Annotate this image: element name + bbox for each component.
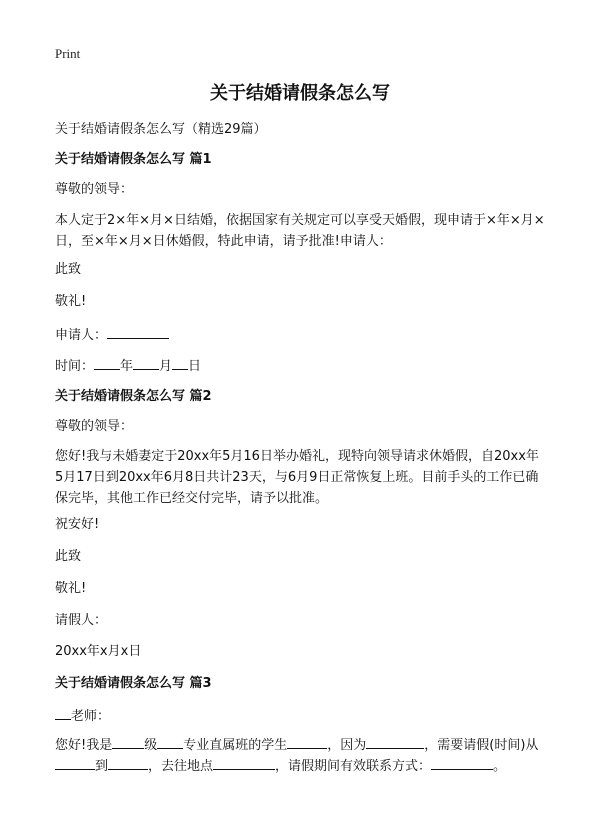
body-text: 到 bbox=[95, 759, 109, 774]
day-char: 日 bbox=[188, 359, 202, 374]
year-blank bbox=[94, 357, 120, 370]
section-1-closing-2: 敬礼! bbox=[55, 294, 87, 309]
section-3-body bbox=[55, 735, 545, 777]
location-blank bbox=[213, 757, 275, 770]
body-text: ，因为 bbox=[327, 738, 367, 753]
section-2-closing-2: 敬礼! bbox=[55, 581, 87, 596]
section-2-body: 您好!我与未婚妻定于20xx年5月16日举办婚礼，现特向领导请求休婚假，自20xx年5月17日到20xx年6月8日共计23天，与6月9日正常恢复上班。目前手头的工作已确保完毕，其他工作已经交付完毕，请予以批准。 bbox=[55, 449, 539, 506]
applicant-blank bbox=[107, 326, 169, 339]
section-3-salutation bbox=[55, 707, 110, 724]
section-3-heading: 关于结婚请假条怎么写 篇3 bbox=[55, 676, 212, 691]
body-text: ，需要请假(时间)从 bbox=[424, 738, 539, 753]
year-char: 年 bbox=[120, 359, 134, 374]
body-text: 您好!我是 bbox=[55, 738, 113, 753]
student-blank bbox=[287, 736, 327, 749]
teacher-label: 老师： bbox=[71, 709, 111, 724]
to-blank bbox=[108, 757, 148, 770]
document-subtitle: 关于结婚请假条怎么写（精选29篇） bbox=[55, 122, 267, 137]
section-2-closing-1: 此致 bbox=[55, 549, 82, 564]
teacher-blank bbox=[55, 707, 71, 720]
section-2-salutation: 尊敬的领导： bbox=[55, 419, 134, 434]
major-blank bbox=[157, 736, 183, 749]
grade-blank bbox=[112, 736, 144, 749]
section-2-date: 20xx年x月x日 bbox=[55, 644, 142, 659]
section-2-applicant: 请假人： bbox=[55, 613, 108, 628]
body-text: ，请假期间有效联系方式： bbox=[275, 759, 432, 774]
section-1-time bbox=[55, 357, 201, 374]
time-label: 时间： bbox=[55, 359, 95, 374]
section-1-salutation: 尊敬的领导： bbox=[55, 182, 134, 197]
section-2-heading: 关于结婚请假条怎么写 篇2 bbox=[55, 389, 212, 404]
body-text: 级 bbox=[144, 738, 158, 753]
applicant-label: 申请人： bbox=[55, 328, 108, 343]
section-2-wish: 祝安好! bbox=[55, 517, 100, 532]
document-title: 关于结婚请假条怎么写 bbox=[210, 83, 390, 104]
body-text: 。 bbox=[493, 759, 507, 774]
print-label: Print bbox=[55, 46, 81, 61]
section-1-applicant bbox=[55, 326, 169, 343]
section-1-closing-1: 此致 bbox=[55, 262, 82, 277]
day-blank bbox=[172, 357, 188, 370]
section-1-heading: 关于结婚请假条怎么写 篇1 bbox=[55, 152, 212, 167]
month-blank bbox=[133, 357, 159, 370]
section-1-body: 本人定于2×年×月×日结婚，依据国家有关规定可以享受天婚假，现申请于×年×月×日，至×年×月×日休婚假，特此申请，请予批准!申请人： bbox=[55, 213, 545, 249]
body-text: 专业直属班的学生 bbox=[183, 738, 288, 753]
body-text: ，去往地点 bbox=[148, 759, 214, 774]
reason-blank bbox=[366, 736, 424, 749]
contact-blank bbox=[431, 757, 493, 770]
month-char: 月 bbox=[159, 359, 173, 374]
from-blank bbox=[55, 757, 95, 770]
